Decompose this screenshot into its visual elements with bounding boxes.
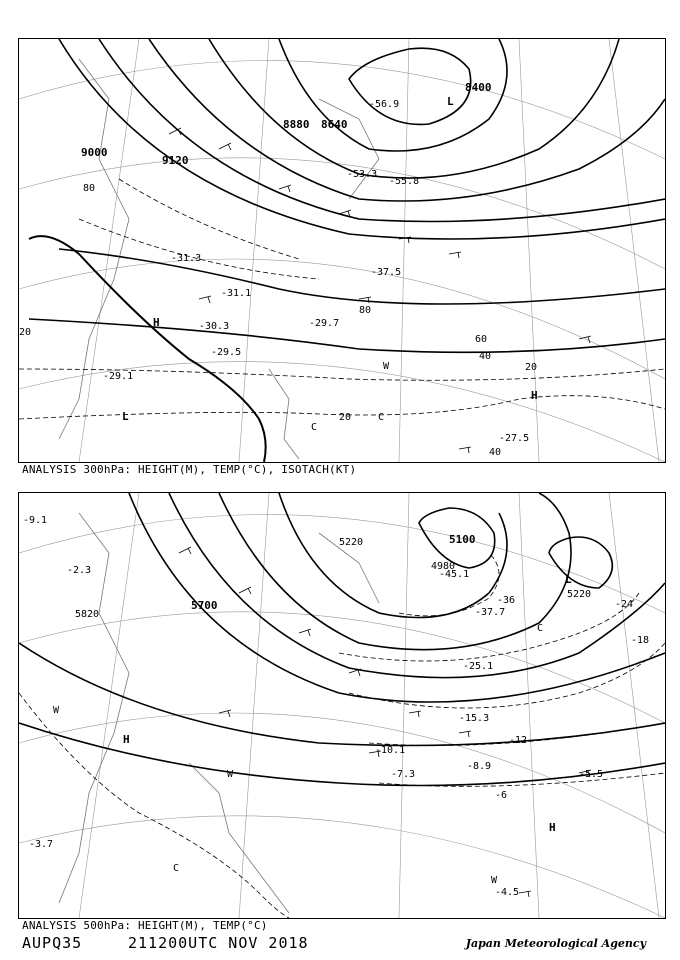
temperature-label: -37.5 bbox=[371, 267, 402, 278]
warm-center-label: W bbox=[491, 875, 498, 886]
temperature-label: -31.3 bbox=[171, 253, 202, 264]
valid-time: 211200UTC NOV 2018 bbox=[128, 934, 309, 952]
temperature-label: -2.3 bbox=[67, 565, 92, 576]
isotach-label: 40 bbox=[489, 447, 502, 458]
analysis-500hpa-map bbox=[18, 492, 666, 919]
caption-300hpa: ANALYSIS 300hPa: HEIGHT(M), TEMP(°C), ISOTACH(KT) bbox=[22, 463, 357, 476]
height-contours bbox=[29, 39, 665, 352]
temperature-label: -37.7 bbox=[475, 607, 506, 618]
temperature-label: -53.3 bbox=[347, 169, 378, 180]
isotherm-label: -24 bbox=[615, 599, 634, 610]
isotach-label: 60 bbox=[475, 334, 488, 345]
cold-center-label: C bbox=[537, 623, 544, 634]
isotach-label: 80 bbox=[359, 305, 372, 316]
temperature-label: -30.3 bbox=[199, 321, 230, 332]
analysis-300hpa-map bbox=[18, 38, 666, 463]
height-label: 5220 bbox=[567, 589, 592, 600]
graticule bbox=[19, 39, 665, 462]
temperature-label: -5.5 bbox=[579, 769, 604, 780]
map-300hpa-svg bbox=[19, 39, 665, 462]
graticule bbox=[19, 493, 665, 918]
isotach-label: 20 bbox=[339, 412, 352, 423]
height-label: 8640 bbox=[321, 118, 348, 131]
temperature-label: -25.1 bbox=[463, 661, 494, 672]
temperature-label: -29.1 bbox=[103, 371, 134, 382]
isotherm-label: -18 bbox=[631, 635, 650, 646]
temperature-label: -9.1 bbox=[23, 515, 48, 526]
isotherm-label: -36 bbox=[497, 595, 516, 606]
height-label: 4980 bbox=[431, 561, 456, 572]
warm-center-label: W bbox=[227, 769, 234, 780]
temperature-label: -56.9 bbox=[369, 99, 400, 110]
isotach-label: 40 bbox=[479, 351, 492, 362]
temperature-label: -31.1 bbox=[221, 288, 252, 299]
height-label: 9120 bbox=[162, 154, 189, 167]
temperature-label: -55.8 bbox=[389, 176, 420, 187]
isotherm-label: -12 bbox=[509, 735, 528, 746]
cold-center-label: C bbox=[311, 422, 318, 433]
height-label: 5220 bbox=[339, 537, 364, 548]
isotherm-label: -6 bbox=[495, 790, 508, 801]
agency-name: Japan Meteorological Agency bbox=[465, 937, 646, 950]
temperature-label: -15.3 bbox=[459, 713, 490, 724]
temperature-label: -3.7 bbox=[29, 839, 54, 850]
high-center-label: H bbox=[531, 389, 538, 402]
low-center-label: L bbox=[565, 573, 572, 586]
high-center-label: H bbox=[153, 316, 160, 329]
temperature-label: -29.5 bbox=[211, 347, 242, 358]
temperature-label: -27.5 bbox=[499, 433, 530, 444]
height-label: 5820 bbox=[75, 609, 100, 620]
low-center-label: L bbox=[122, 410, 129, 423]
temperature-label: -45.1 bbox=[439, 569, 470, 580]
isotach-label: 80 bbox=[83, 183, 96, 194]
warm-center-label: W bbox=[383, 361, 390, 372]
map-500hpa-svg bbox=[19, 493, 665, 918]
temperature-label: -7.3 bbox=[391, 769, 416, 780]
temperature-label: -29.7 bbox=[309, 318, 340, 329]
height-label: 5700 bbox=[191, 599, 218, 612]
chart-code: AUPQ35 bbox=[22, 934, 83, 952]
high-center-label: H bbox=[123, 733, 130, 746]
cold-center-label: C bbox=[378, 412, 385, 423]
warm-center-label: W bbox=[53, 705, 60, 716]
caption-500hpa: ANALYSIS 500hPa: HEIGHT(M), TEMP(°C) bbox=[22, 919, 268, 932]
isotach-label: 20 bbox=[19, 327, 32, 338]
temperature-label: -8.9 bbox=[467, 761, 492, 772]
isotach-label: 20 bbox=[525, 362, 538, 373]
height-label: 9000 bbox=[81, 146, 108, 159]
height-label: 8880 bbox=[283, 118, 310, 131]
low-center-label: L bbox=[447, 95, 454, 108]
cold-center-label: C bbox=[173, 863, 180, 874]
height-label: 5100 bbox=[449, 533, 476, 546]
isotherm-contours bbox=[19, 553, 665, 918]
high-center-label: H bbox=[549, 821, 556, 834]
temperature-label: -10.1 bbox=[375, 745, 406, 756]
temperature-label: -4.5 bbox=[495, 887, 520, 898]
height-label: 8400 bbox=[465, 81, 492, 94]
